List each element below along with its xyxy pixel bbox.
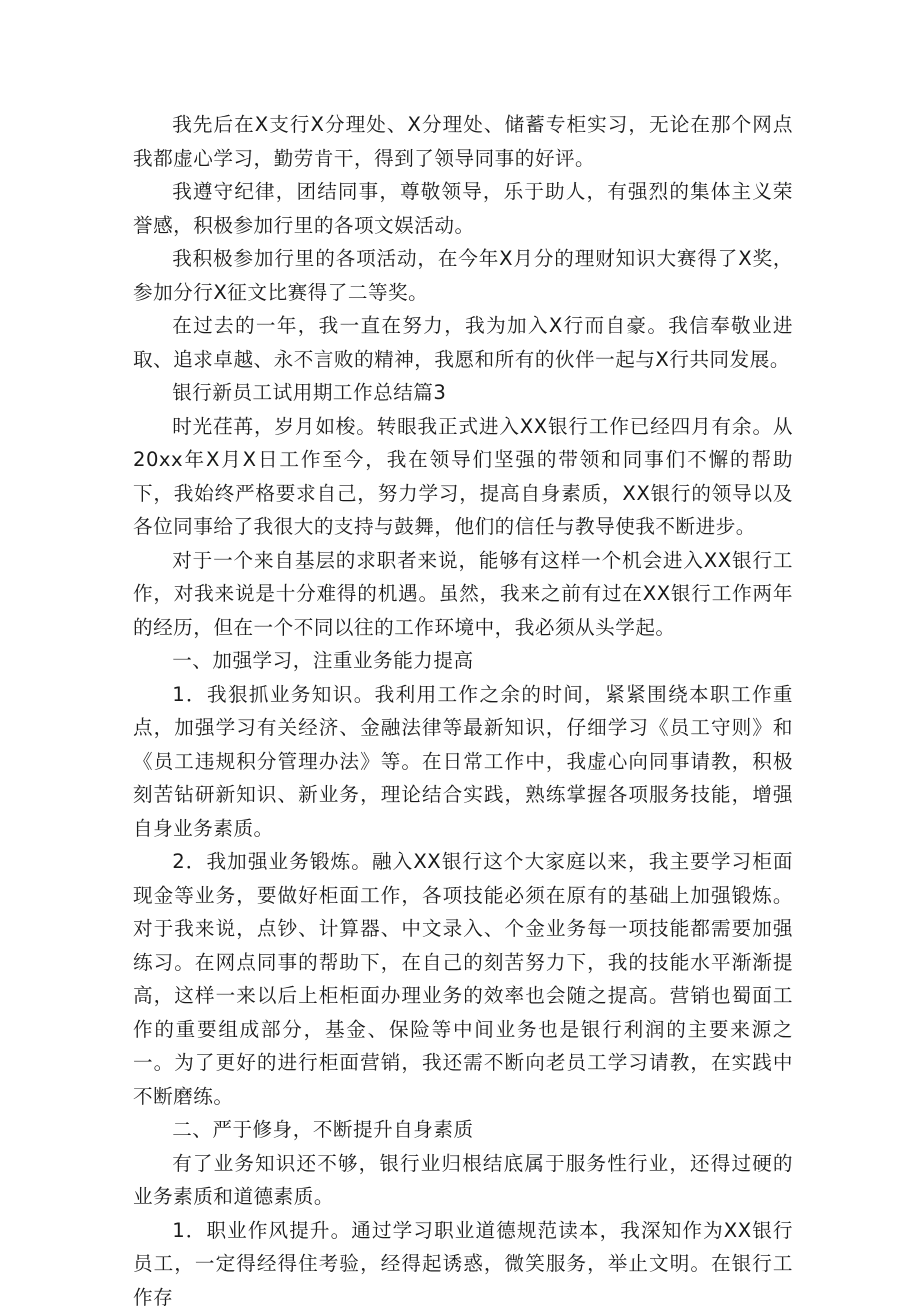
paragraph-cultivation: 有了业务知识还不够，银行业归根结底属于服务性行业，还得过硬的业务素质和道德素质。 xyxy=(133,1147,793,1214)
paragraph-conduct: 1．职业作风提升。通过学习职业道德规范读本，我深知作为XX银行员工，一定得经得住考验，经得起诱惑，微笑服务，举止文明。在银行工作存 xyxy=(133,1214,793,1314)
paragraph-discipline: 我遵守纪律，团结同事，尊敬领导，乐于助人，有强烈的集体主义荣誉感，积极参加行里的各项文娱活动。 xyxy=(133,175,793,242)
document-body xyxy=(133,108,793,1314)
paragraph-internship: 我先后在X支行X分理处、X分理处、储蓄专柜实习，无论在那个网点我都虚心学习，勤劳肯干，得到了领导同事的好评。 xyxy=(133,108,793,175)
paragraph-activities: 我积极参加行里的各项活动，在今年X月分的理财知识大赛得了X奖，参加分行X征文比赛得了二等奖。 xyxy=(133,242,793,309)
heading-cultivation: 二、严于修身，不断提升自身素质 xyxy=(133,1113,793,1147)
paragraph-past-year: 在过去的一年，我一直在努力，我为加入X行而自豪。我信奉敬业进取、追求卓越、永不言败的精神，我愿和所有的伙伴一起与X行共同发展。 xyxy=(133,309,793,376)
section-title: 银行新员工试用期工作总结篇3 xyxy=(133,376,793,410)
paragraph-opportunity: 对于一个来自基层的求职者来说，能够有这样一个机会进入XX银行工作，对我来说是十分难得的机遇。虽然，我来之前有过在XX银行工作两年的经历，但在一个不同以往的工作环境中，我必须从头学起。 xyxy=(133,544,793,645)
paragraph-intro: 时光荏苒，岁月如梭。转眼我正式进入XX银行工作已经四月有余。从20xx年X月X日工作至今，我在领导们坚强的带领和同事们不懈的帮助下，我始终严格要求自己，努力学习，提高自身素质，XX银行的领导以及各位同事给了我很大的支持与鼓舞，他们的信任与教导使我不断进步。 xyxy=(133,410,793,544)
heading-study: 一、加强学习，注重业务能力提高 xyxy=(133,644,793,678)
paragraph-study-2: 2．我加强业务锻炼。融入XX银行这个大家庭以来，我主要学习柜面现金等业务，要做好柜面工作，各项技能必须在原有的基础上加强锻炼。对于我来说，点钞、计算器、中文录入、个金业务每一项技能都需要加强练习。在网点同事的帮助下，在自己的刻苦努力下，我的技能水平渐渐提高，这样一来以后上柜柜面办理业务的效率也会随之提高。营销也蜀面工作的重要组成部分，基金、保险等中间业务也是银行利润的主要来源之一。为了更好的进行柜面营销，我还需不断向老员工学习请教，在实践中不断磨练。 xyxy=(133,845,793,1113)
paragraph-study-1: 1．我狠抓业务知识。我利用工作之余的时间，紧紧围绕本职工作重点，加强学习有关经济、金融法律等最新知识，仔细学习《员工守则》和《员工违规积分管理办法》等。在日常工作中，我虚心向同事请教，积极刻苦钻研新知识、新业务，理论结合实践，熟练掌握各项服务技能，增强自身业务素质。 xyxy=(133,678,793,846)
